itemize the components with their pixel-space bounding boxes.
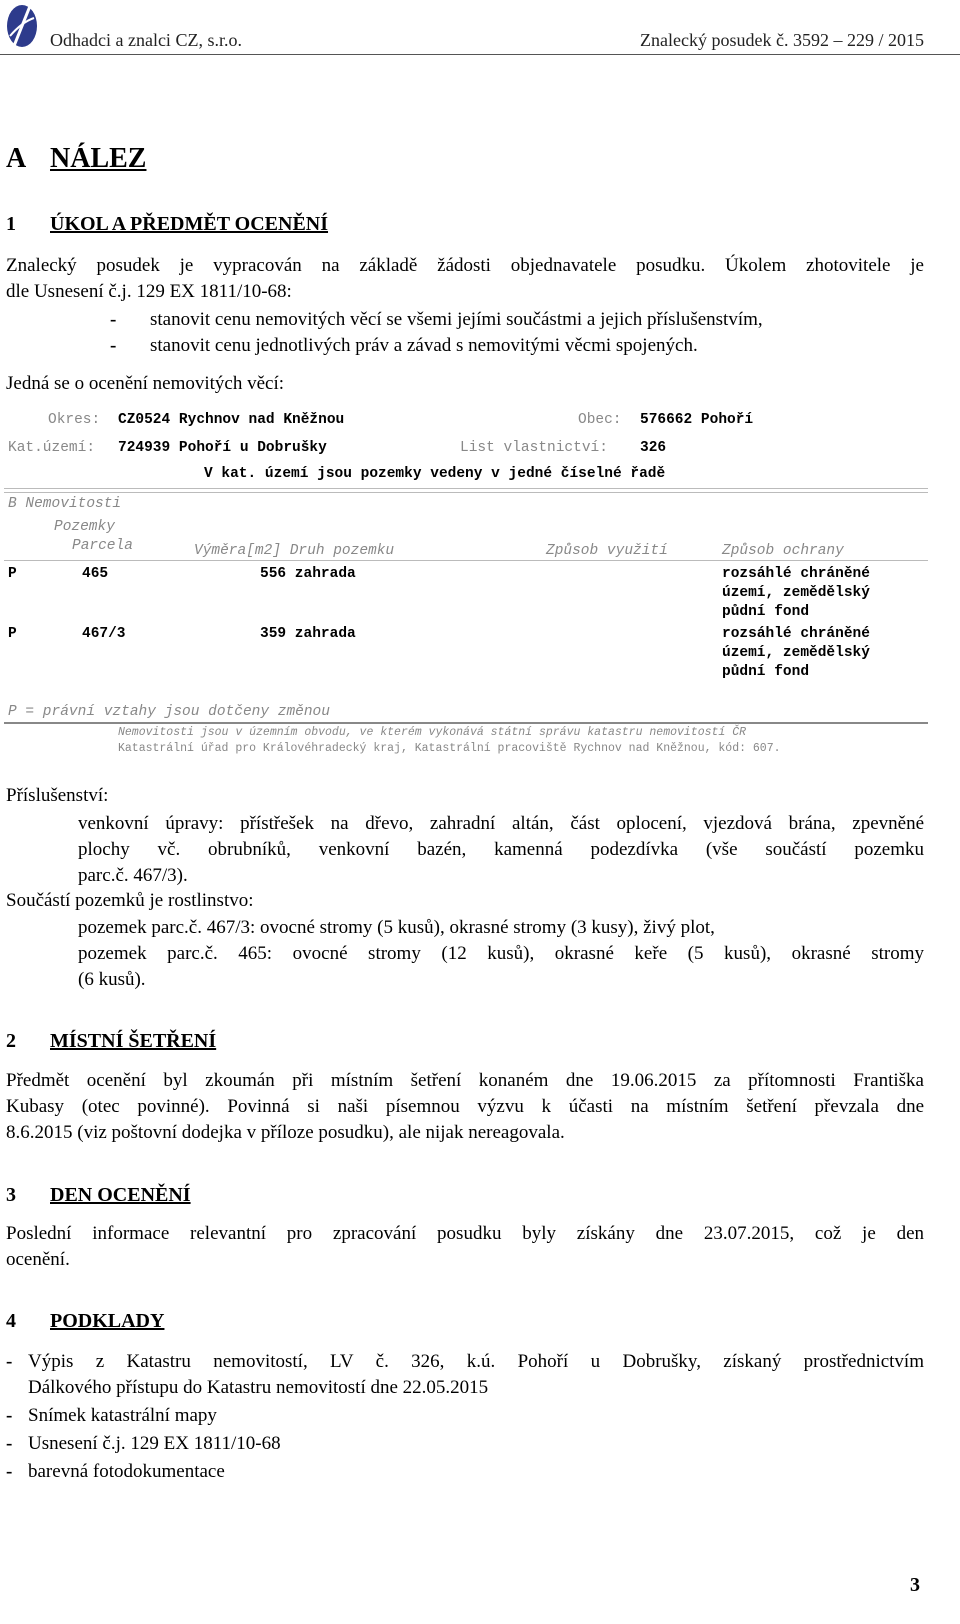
vegetation-line1: pozemek parc.č. 467/3: ovocné stromy (5 kusů), okrasné stromy (3 kusy), živý plot, (78, 917, 715, 938)
section-4-number: 4 (6, 1310, 16, 1332)
section-2-title: MÍSTNÍ ŠETŘENÍ (50, 1030, 217, 1052)
lv-divider (4, 492, 928, 493)
section-1-bullet-1: stanovit cenu nemovitých věcí se všemi jejími součástmi a jejich příslušenstvím, (150, 309, 763, 330)
page-number: 3 (910, 1574, 920, 1596)
source-item-4: barevná fotodokumentace (28, 1461, 225, 1482)
lv-col-vymera: Výměra[m2] Druh pozemku (194, 543, 395, 559)
lv-obec-value: 576662 Pohoří (640, 412, 754, 428)
lv-row-flag: P (8, 626, 17, 642)
lv-row-parcela: 467/3 (82, 626, 126, 642)
lv-col-vyuziti: Způsob využití (546, 543, 668, 559)
lv-divider (4, 560, 928, 561)
section-1-intro: Jedná se o ocenění nemovitých věcí: (6, 373, 285, 394)
section-3-text-line1: Poslední informace relevantní pro zpracování posudku byly získány dne 23.07.2015, což je den (6, 1223, 924, 1244)
lv-row-ochrana: půdní fond (722, 604, 810, 620)
header-report-number: Znalecký posudek č. 3592 – 229 / 2015 (640, 30, 924, 50)
vegetation-line3: (6 kusů). (78, 969, 146, 990)
section-1-text-line1: Znalecký posudek je vypracován na základě žádosti objednavatele posudku. Úkolem zhotovitele je (6, 255, 924, 276)
header-company: Odhadci a znalci CZ, s.r.o. (50, 30, 242, 50)
lv-ku-label: Kat.území: (8, 440, 96, 456)
lv-row-ochrana: rozsáhlé chráněné (722, 626, 870, 642)
section-2-number: 2 (6, 1030, 16, 1052)
section-2-text-line1: Předmět ocenění byl zkoumán při místním šetření konaném dne 19.06.2015 za přítomnosti Františka (6, 1070, 924, 1091)
section-1-number: 1 (6, 213, 16, 235)
lv-ku-value: 724939 Pohoří u Dobrušky (118, 440, 327, 456)
bullet-dash: - (110, 335, 117, 356)
chapter-title: NÁLEZ (50, 143, 147, 174)
section-1-title: ÚKOL A PŘEDMĚT OCENĚNÍ (50, 213, 329, 235)
lv-legend: P = právní vztahy jsou dotčeny změnou (8, 704, 330, 720)
lv-footer-line1: Nemovitosti jsou v územním obvodu, ve kterém vykonává státní správu katastru nemovitostí ČR (118, 726, 747, 739)
lv-okres-value: CZ0524 Rychnov nad Kněžnou (118, 412, 345, 428)
source-item-3: Usnesení č.j. 129 EX 1811/10-68 (28, 1433, 281, 1454)
source-item-1a: Výpis z Katastru nemovitostí, LV č. 326, k.ú. Pohoří u Dobrušky, získaný prostřednictvím (28, 1351, 924, 1372)
section-2-text-line2: Kubasy (otec povinné). Povinná si naši písemnou výzvu k účasti na místním šetření převzala dne (6, 1096, 924, 1117)
section-1-text-line2: dle Usnesení č.j. 129 EX 1811/10-68: (6, 281, 292, 302)
accessories-line3: parc.č. 467/3). (78, 865, 188, 886)
lv-row-ochrana: rozsáhlé chráněné (722, 566, 870, 582)
lv-row-vymera-druh: 556 zahrada (260, 566, 356, 582)
section-3-title: DEN OCENĚNÍ (50, 1184, 191, 1206)
list-dash: - (6, 1405, 13, 1426)
lv-divider (4, 722, 928, 724)
lv-list-label: List vlastnictví: (460, 440, 608, 456)
lv-pozemky-label: Pozemky (54, 519, 115, 535)
vegetation-label: Součástí pozemků je rostlinstvo: (6, 890, 254, 911)
lv-okres-label: Okres: (48, 412, 101, 428)
section-1-bullet-2: stanovit cenu jednotlivých práv a závad s nemovitými věcmi spojených. (150, 335, 698, 356)
accessories-line1: venkovní úpravy: přístřešek na dřevo, zahradní altán, část oplocení, vjezdová brána, zpevněné (78, 813, 924, 834)
lv-obec-label: Obec: (578, 412, 622, 428)
lv-col-ochrana: Způsob ochrany (722, 543, 844, 559)
list-dash: - (6, 1461, 13, 1482)
lv-row-vymera-druh: 359 zahrada (260, 626, 356, 642)
list-dash: - (6, 1433, 13, 1454)
accessories-label: Příslušenství: (6, 785, 109, 806)
lv-row-ochrana: půdní fond (722, 664, 810, 680)
section-2-text-line3: 8.6.2015 (viz poštovní dodejka v příloze posudku), ale nijak nereagovala. (6, 1122, 565, 1143)
vegetation-line2: pozemek parc.č. 465: ovocné stromy (12 kusů), okrasné keře (5 kusů), okrasné stromy (78, 943, 924, 964)
lv-row-parcela: 465 (82, 566, 109, 582)
bullet-dash: - (110, 309, 117, 330)
lv-list-value: 326 (640, 440, 667, 456)
company-logo-icon (4, 2, 40, 50)
source-item-1b: Dálkového přístupu do Katastru nemovitostí dne 22.05.2015 (28, 1377, 489, 1398)
lv-footer-line2: Katastrální úřad pro Královéhradecký kraj, Katastrální pracoviště Rychnov nad Kněžnou, kód: 607. (118, 742, 781, 755)
lv-section-b-label: B Nemovitosti (8, 496, 122, 512)
lv-note: V kat. území jsou pozemky vedeny v jedné číselné řadě (204, 466, 666, 482)
section-3-number: 3 (6, 1184, 16, 1206)
chapter-letter: A (6, 143, 27, 174)
lv-row-ochrana: území, zemědělský (722, 645, 870, 661)
lv-row-flag: P (8, 566, 17, 582)
section-4-title: PODKLADY (50, 1310, 165, 1332)
source-item-2: Snímek katastrální mapy (28, 1405, 217, 1426)
accessories-line2: plochy vč. obrubníků, venkovní bazén, kamenná podezdívka (vše součástí pozemku (78, 839, 924, 860)
section-3-text-line2: ocenění. (6, 1249, 70, 1270)
lv-divider (4, 488, 928, 489)
lv-row-ochrana: území, zemědělský (722, 585, 870, 601)
header-divider (0, 54, 960, 55)
lv-col-parcela: Parcela (72, 538, 133, 554)
list-dash: - (6, 1351, 13, 1372)
